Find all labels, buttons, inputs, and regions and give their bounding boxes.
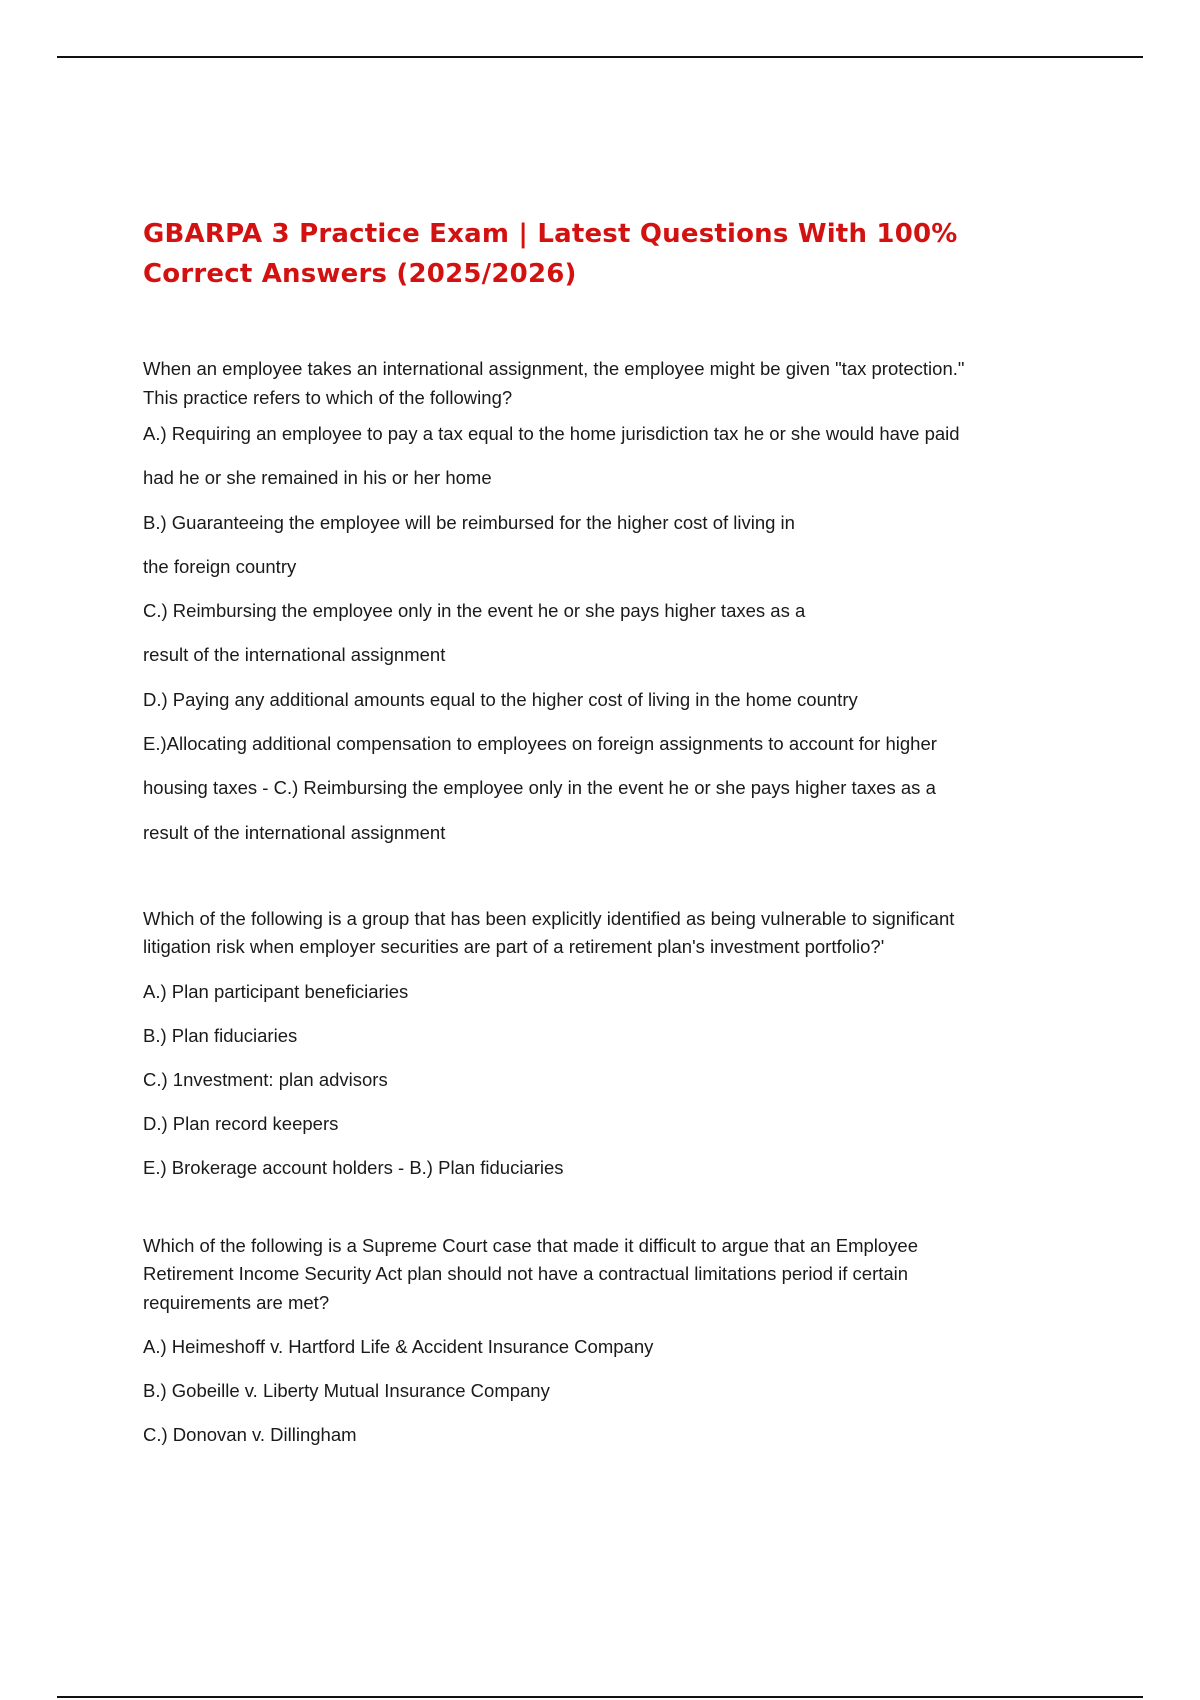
- title-line-2: Correct Answers (2025/2026): [143, 259, 577, 289]
- question-1-line-9: housing taxes - C.) Reimbursing the employee only in the event he or she pays higher taxes as a: [143, 777, 936, 799]
- question-1-line-2: had he or she remained in his or her home: [143, 467, 492, 489]
- bottom-rule: [57, 1696, 1143, 1698]
- question-3-option-b: B.) Gobeille v. Liberty Mutual Insurance Company: [143, 1380, 550, 1402]
- question-2-option-c: C.) 1nvestment: plan advisors: [143, 1068, 388, 1090]
- question-3-text: Which of the following is a Supreme Court case that made it difficult to argue that an Employee Retirement Income Security Act plan should not have a contractual limitations period if certain requirements are met?: [143, 1234, 919, 1313]
- question-2-option-a: A.) Plan participant beneficiaries: [143, 980, 409, 1002]
- question-1-line-8: E.)Allocating additional compensation to employees on foreign assignments to account for higher: [143, 733, 937, 755]
- question-1-line-1: A.) Requiring an employee to pay a tax equal to the home jurisdiction tax he or she would have paid: [143, 423, 960, 444]
- question-1-line-7: D.) Paying any additional amounts equal to the higher cost of living in the home country: [143, 688, 858, 710]
- top-rule: [57, 56, 1143, 58]
- question-1-line-4: the foreign country: [143, 555, 297, 577]
- title-line-1: GBARPA 3 Practice Exam | Latest Questions With 100%: [143, 219, 958, 249]
- question-1-line-3: B.) Guaranteeing the employee will be reimbursed for the higher cost of living in: [143, 511, 795, 533]
- question-2-option-d: D.) Plan record keepers: [143, 1112, 339, 1134]
- question-2-option-e-answer: E.) Brokerage account holders - B.) Plan fiduciaries: [143, 1156, 564, 1178]
- question-2: [143, 905, 1043, 1182]
- question-2-option-b: B.) Plan fiduciaries: [143, 1024, 298, 1046]
- question-1-line-10: result of the international assignment: [143, 821, 446, 843]
- question-3-option-c: C.) Donovan v. Dillingham: [143, 1424, 357, 1446]
- question-1-text: When an employee takes an international assignment, the employee might be given "tax protection." This practice refers to which of the following?: [143, 358, 965, 408]
- question-3: [143, 1232, 1043, 1450]
- question-1-line-5: C.) Reimbursing the employee only in the event he or she pays higher taxes as a: [143, 600, 806, 622]
- question-2-text: Which of the following is a group that has been explicitly identified as being vulnerable to significant litigation risk when employer securities are part of a retirement plan's investment portfolio?': [143, 907, 955, 958]
- document-title: [143, 214, 1043, 294]
- question-1: [143, 355, 1043, 855]
- question-3-option-a: A.) Heimeshoff v. Hartford Life & Accident Insurance Company: [143, 1336, 654, 1358]
- document-body: [143, 214, 1043, 1449]
- question-1-line-6: result of the international assignment: [143, 644, 446, 666]
